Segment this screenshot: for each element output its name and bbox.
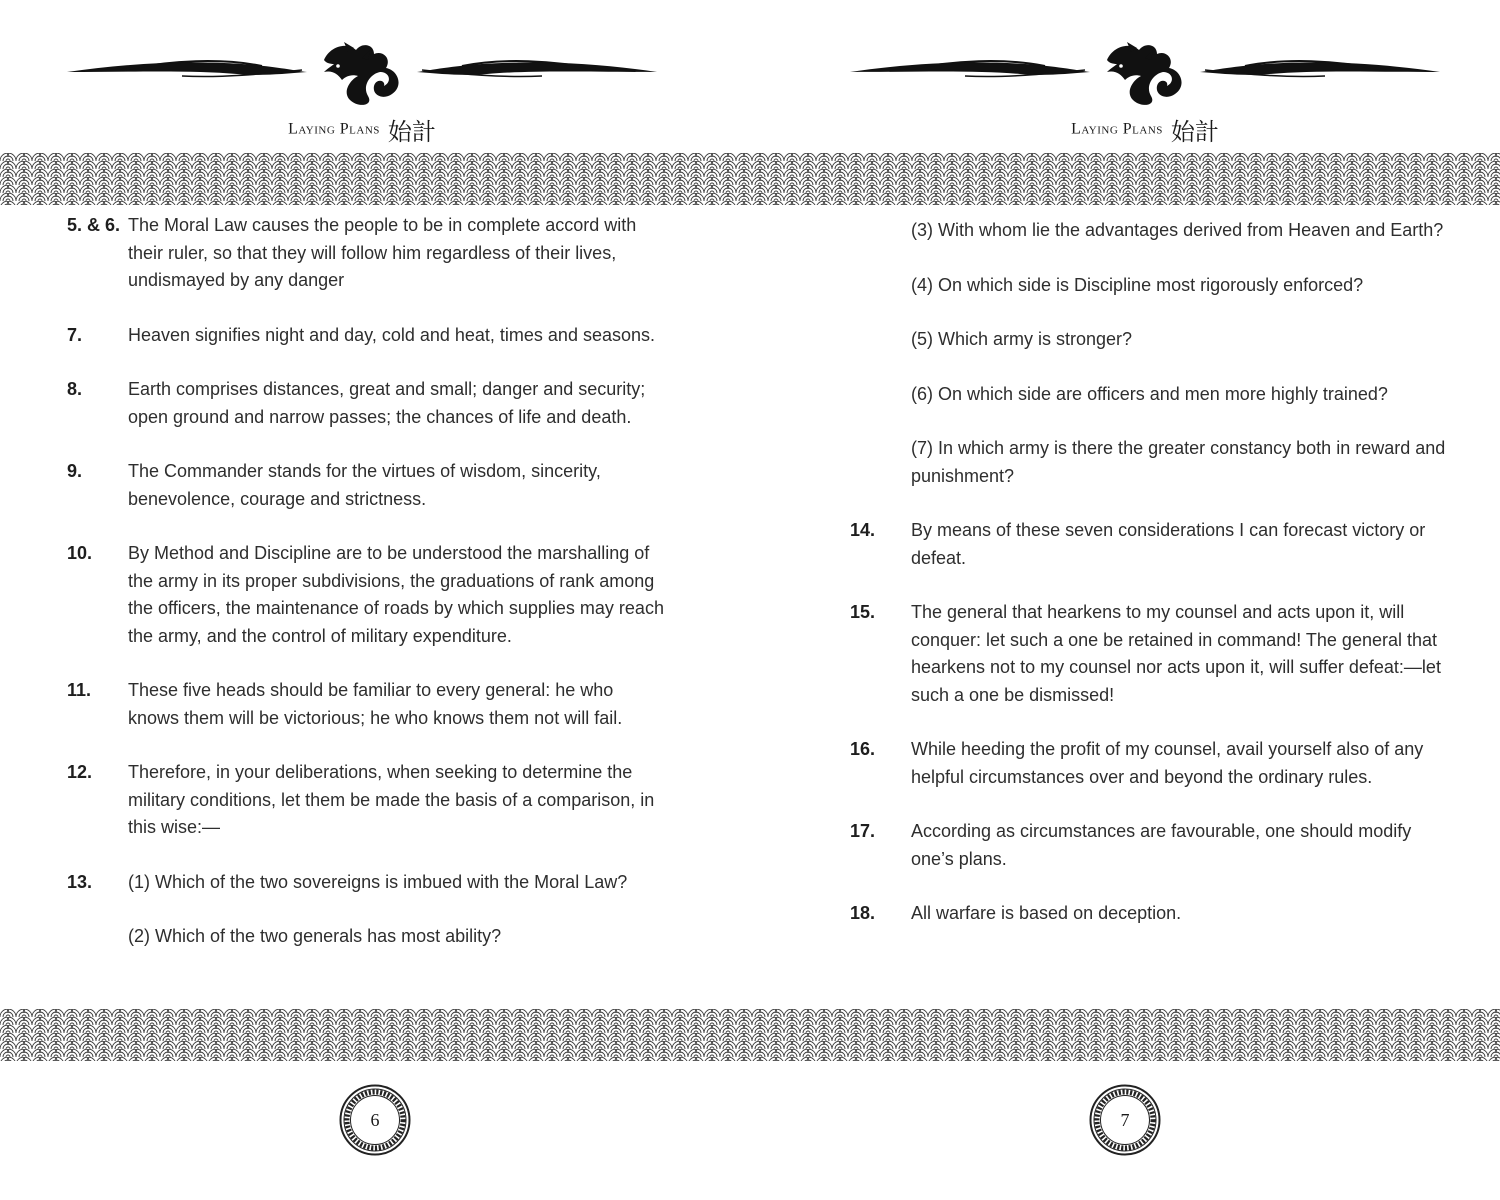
- verse-number: 5. & 6.: [67, 215, 121, 235]
- sub-question: (3) With whom lie the advantages derived from Heaven and Earth?: [911, 220, 1444, 240]
- left-page-header: [62, 30, 662, 150]
- verse-text: While heeding the profit of my counsel, avail yourself also of any helpful circumstances over and beyond the ordinary rules.: [911, 739, 1424, 787]
- dragon-ornament-icon: [62, 30, 662, 110]
- sub-question: (7) In which army is there the greater constancy both in reward and punishment?: [911, 438, 1446, 486]
- verse-item: [850, 818, 1450, 873]
- verse-number: 10.: [67, 543, 93, 563]
- page-number-left: [339, 1084, 411, 1156]
- running-head-title: Laying Plans: [1071, 120, 1163, 138]
- verse-text: These five heads should be familiar to every general: he who knows them will be victorious; he who knows them not will fail.: [128, 680, 623, 728]
- verse-number: 12.: [67, 762, 93, 782]
- verse-text: By means of these seven considerations I can forecast victory or defeat.: [911, 520, 1426, 568]
- verse-number: 14.: [850, 520, 876, 540]
- running-head-chinese: 始計: [387, 118, 436, 146]
- sub-question: (4) On which side is Discipline most rigorously enforced?: [911, 274, 1364, 295]
- verse-number: 18.: [850, 903, 876, 923]
- verse-text: According as circumstances are favourable, one should modify one’s plans.: [911, 821, 1412, 869]
- verse-number: 7.: [67, 324, 83, 345]
- verse-number: 17.: [850, 821, 876, 841]
- running-head: [845, 112, 1445, 147]
- running-head: [62, 112, 662, 147]
- verse-item: [67, 458, 667, 513]
- verse-item: [67, 376, 667, 431]
- verse-item: [850, 736, 1450, 791]
- running-head-chinese: 始計: [1170, 118, 1219, 146]
- page-number-right: [1089, 1084, 1161, 1156]
- verse-text: The general that hearkens to my counsel and acts upon it, will conquer: let such a one be retained in command! The general that hearkens not to my counsel nor acts upon it, will suffer defeat:—let such a one be dismissed!: [911, 602, 1441, 705]
- verse-item: [67, 677, 667, 732]
- page-number-text: 6: [370, 1110, 380, 1130]
- verse-text: By Method and Discipline are to be understood the marshalling of the army in its proper subdivisions, the graduations of rank among the officers, the maintenance of roads by which supplies may reach the army, and the control of military expenditure.: [128, 543, 664, 646]
- verse-text: All warfare is based on deception.: [911, 903, 1182, 923]
- page-number-text: 7: [1120, 1110, 1130, 1130]
- wave-pattern-band-top: [0, 153, 1500, 205]
- verse-item: [850, 517, 1450, 572]
- verse-text: The Moral Law causes the people to be in complete accord with their ruler, so that they will follow him regardless of their lives, undismayed by any danger: [128, 215, 637, 290]
- verse-number: 8.: [67, 379, 83, 399]
- verse-item: [850, 599, 1450, 709]
- dragon-ornament-icon: [845, 30, 1445, 110]
- verse-number: 13.: [67, 871, 93, 892]
- verse-text: (1) Which of the two sovereigns is imbued with the Moral Law?: [128, 871, 628, 892]
- verse-item: [67, 540, 667, 650]
- wave-pattern-band-bottom: [0, 1009, 1500, 1061]
- verse-text: Earth comprises distances, great and small; danger and security; open ground and narrow passes; the chances of life and death.: [128, 379, 646, 427]
- verse-number: 16.: [850, 739, 876, 759]
- left-page-body: [67, 212, 667, 978]
- verse-item: [67, 759, 667, 842]
- verse-item: [67, 322, 667, 350]
- verse-item: [67, 212, 667, 295]
- sub-question: (2) Which of the two generals has most ability?: [128, 926, 502, 946]
- verse-number: 9.: [67, 461, 83, 481]
- verse-text: The Commander stands for the virtues of wisdom, sincerity, benevolence, courage and strictness.: [128, 461, 601, 509]
- sub-question: (5) Which army is stronger?: [911, 329, 1133, 349]
- verse-number: 15.: [850, 602, 876, 622]
- verse-text: Therefore, in your deliberations, when seeking to determine the military conditions, let them be made the basis of a comparison, in this wise:—: [128, 762, 655, 837]
- running-head-title: Laying Plans: [288, 120, 380, 138]
- right-page-body: [850, 217, 1450, 955]
- verse-item: [67, 869, 667, 897]
- right-page-header: [845, 30, 1445, 150]
- sub-question: (6) On which side are officers and men more highly trained?: [911, 383, 1388, 404]
- verse-text: Heaven signifies night and day, cold and heat, times and seasons.: [128, 324, 656, 345]
- verse-item: [850, 900, 1450, 928]
- verse-number: 11.: [67, 680, 92, 700]
